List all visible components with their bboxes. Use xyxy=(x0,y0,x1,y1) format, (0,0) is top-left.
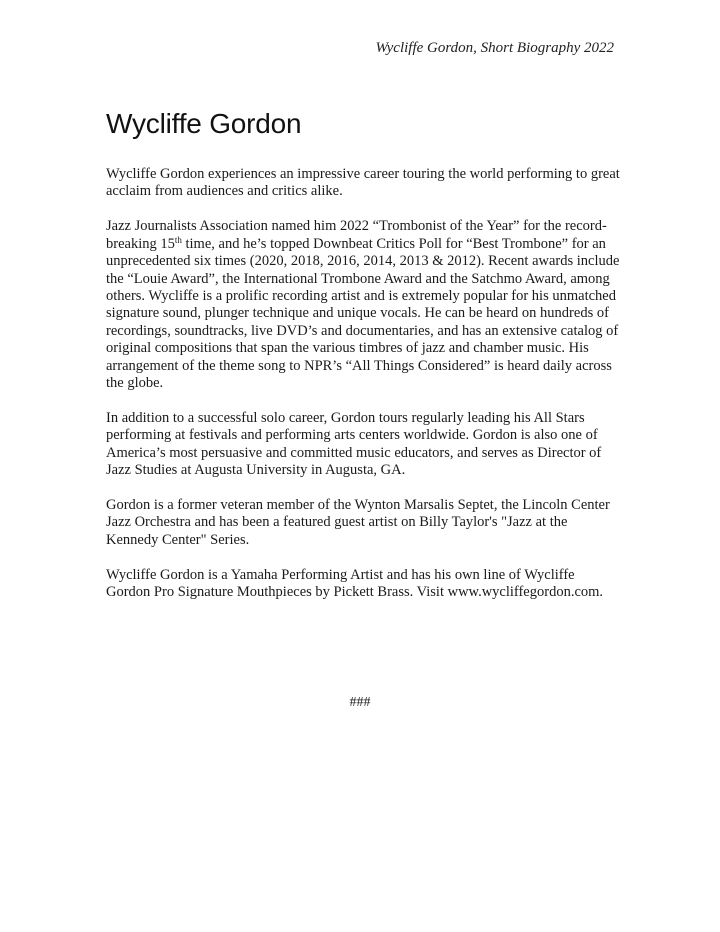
paragraph-awards xyxy=(106,218,621,392)
awards-text-rest: time, and he’s topped Downbeat Critics Poll for “Best Trombone” for an unprecedented six times (2020, 2018, 2016, 2014, 2013 & 2012). Recent awards include the “Louie Award”, the International Trombone Award and the Satchmo Award, among others. Wycliffe is a prolific recording artist and is extremely popular for his unmatched signature sound, plunger technique and unique vocals. He can be heard on hundreds of recordings, soundtracks, live DVD’s and documentaries, and has an extensive catalog of original compositions that span the various timbres of jazz and chamber music. His arrangement of the theme song to NPR’s “All Things Considered” is heard daily across the globe. xyxy=(106,235,620,391)
document-title: Wycliffe Gordon xyxy=(106,108,302,139)
running-header: Wycliffe Gordon, Short Biography 2022 xyxy=(375,40,614,56)
awards-text-start: Jazz Journalists Association named him 2022 “Trombonist of the Year” for the record-breaking 15 xyxy=(106,218,607,252)
ordinal-suffix: th xyxy=(174,234,182,245)
paragraph-sponsorship: Wycliffe Gordon is a Yamaha Performing Artist and has his own line of Wycliffe Gordon Pro Signature Mouthpieces by Pickett Brass. Visit www.wycliffegordon.com. xyxy=(106,566,604,601)
end-of-document-mark: ### xyxy=(349,695,371,710)
paragraph-intro: Wycliffe Gordon experiences an impressive career touring the world performing to great acclaim from audiences and critics alike. xyxy=(106,166,620,200)
biography-body xyxy=(106,166,621,619)
paragraph-career: In addition to a successful solo career, Gordon tours regularly leading his All Stars performing at festivals and performing arts centers worldwide. Gordon is also one of America’s most persuasive and committed music educators, and serves as Director of Jazz Studies at Augusta University in Augusta, GA. xyxy=(106,409,602,479)
paragraph-ensembles: Gordon is a former veteran member of the Wynton Marsalis Septet, the Lincoln Center Jazz Orchestra and has been a featured guest artist on Billy Taylor's "Jazz at the Kennedy Center" Series. xyxy=(106,497,610,548)
